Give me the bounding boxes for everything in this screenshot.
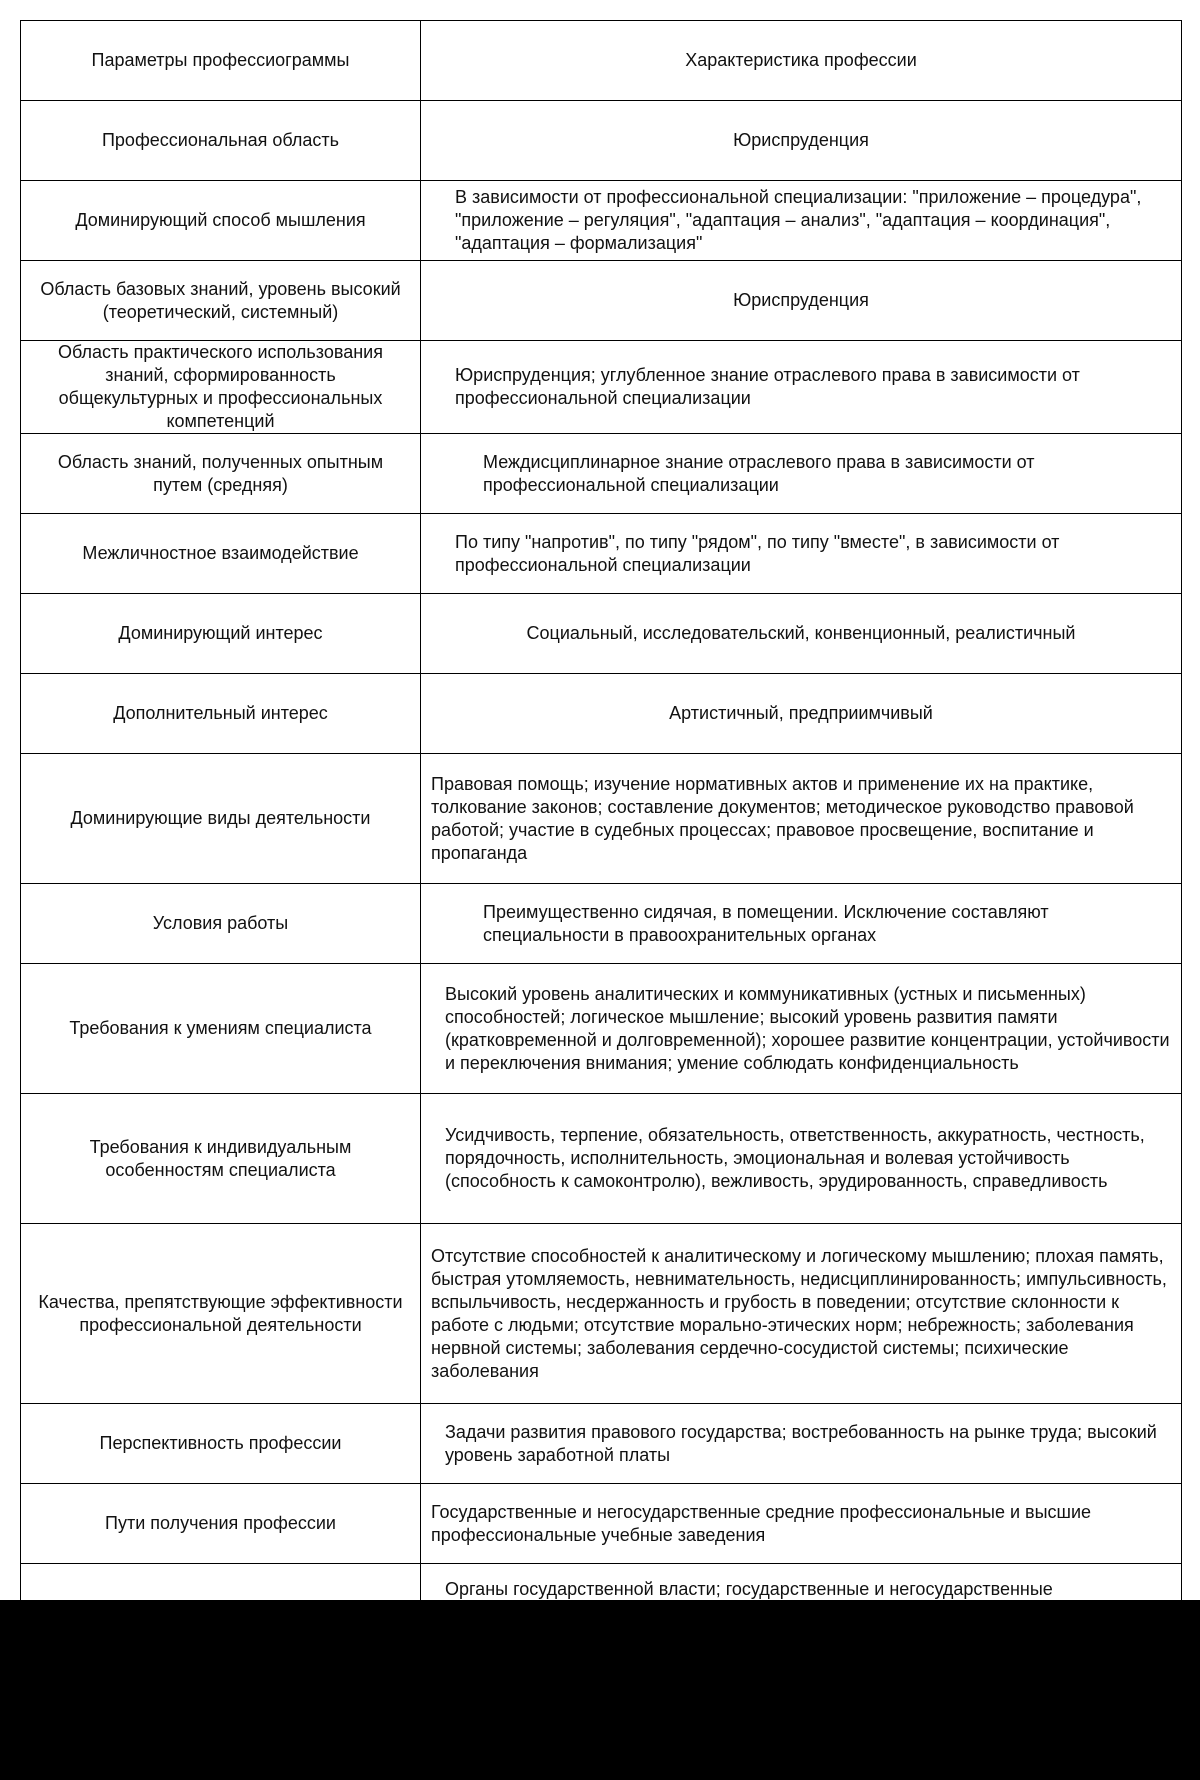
value-cell [421,1094,1182,1224]
value-text: Государственные и негосударственные средние профессиональные и высшие профессиональные учебные заведения [431,1501,1092,1545]
param-cell: Доминирующие виды деятельности [21,754,421,884]
value-text: В зависимости от профессиональной специализации: "приложение – процедура", "приложение – регуляция", "адаптация – анализ", "адаптация – координация", "адаптация – формализация" [455,187,1142,253]
param-cell: Условия работы [21,884,421,964]
value-cell [421,1404,1182,1484]
header-cell-characteristics: Характеристика профессии [421,21,1182,101]
table-row [21,1224,1182,1404]
param-cell: Дополнительный интерес [21,674,421,754]
value-cell [421,434,1182,514]
value-text: Правовая помощь; изучение нормативных актов и применение их на практике, толкование законов; составление документов; методическое руководство правовой работой; участие в судебных процессах; правовое просвещение, воспитание и пропаганда [431,773,1134,863]
value-cell [421,181,1182,261]
param-cell: Область практического использования знаний, сформированность общекультурных и профессиональных компетенций [21,341,421,434]
value-cell: Юриспруденция [421,101,1182,181]
table-row [21,341,1182,434]
value-cell [421,1224,1182,1404]
param-cell: Требования к умениям специалиста [21,964,421,1094]
value-cell [421,1484,1182,1564]
value-text: Задачи развития правового государства; востребованность на рынке труда; высокий уровень заработной платы [445,1421,1157,1465]
table-row [21,884,1182,964]
value-cell: Социальный, исследовательский, конвенционный, реалистичный [421,594,1182,674]
value-text: Усидчивость, терпение, обязательность, ответственность, аккуратность, честность, порядочность, исполнительность, эмоциональная и волевая устойчивость (способность к самоконтролю), вежливость, эрудированность, справедливость [445,1125,1145,1191]
value-text: По типу "напротив", по типу "рядом", по типу "вместе", в зависимости от профессиональной специализации [455,531,1060,575]
table-row [21,754,1182,884]
header-cell-parameters: Параметры профессиограммы [21,21,421,101]
value-text: Высокий уровень аналитических и коммуникативных (устных и письменных) способностей; логическое мышление; высокий уровень развития памяти (кратковременной и долговременной); хорошее развитие концентрации, устойчивости и переключения внимания; умение соблюдать конфиденциальность [445,983,1170,1073]
table-row [21,181,1182,261]
table-row [21,434,1182,514]
professiogram-table [20,20,1182,1674]
value-cell: Юриспруденция [421,261,1182,341]
param-cell: Профессиональная область [21,101,421,181]
table-row [21,514,1182,594]
table-row [21,1094,1182,1224]
black-overlay-bar [0,1600,1200,1780]
param-cell: Перспективность профессии [21,1404,421,1484]
value-cell [421,514,1182,594]
value-text: Органы государственной власти; государственные и негосударственные [445,1579,1053,1599]
param-cell: Область базовых знаний, уровень высокий (теоретический, системный) [21,261,421,341]
param-cell: Пути получения профессии [21,1484,421,1564]
table-row [21,1484,1182,1564]
table-row [21,674,1182,754]
param-cell: Требования к индивидуальным особенностям специалиста [21,1094,421,1224]
value-text: Междисциплинарное знание отраслевого права в зависимости от профессиональной специализации [483,451,1035,495]
table-row [21,261,1182,341]
table-row [21,594,1182,674]
table-row [21,1404,1182,1484]
param-cell: Межличностное взаимодействие [21,514,421,594]
param-cell: Качества, препятствующие эффективности профессиональной деятельности [21,1224,421,1404]
value-cell: Артистичный, предприимчивый [421,674,1182,754]
value-cell [421,884,1182,964]
value-cell [421,754,1182,884]
value-text: Юриспруденция; углубленное знание отраслевого права в зависимости от профессиональной специализации [455,365,1080,408]
value-cell [421,341,1182,434]
table-header-row [21,21,1182,101]
table-row [21,964,1182,1094]
table-row [21,101,1182,181]
param-cell: Область знаний, полученных опытным путем (средняя) [21,434,421,514]
value-text: Отсутствие способностей к аналитическому и логическому мышлению; плохая память, быстрая утомляемость, невнимательность, недисциплинированность; импульсивность, вспыльчивость, несдержанность и грубость в поведении; отсутствие склонности к работе с людьми; отсутствие морально-этических норм; небрежность; заболевания нервной системы; заболевания сердечно-сосудистой системы; психические заболевания [431,1245,1167,1381]
value-cell [421,964,1182,1094]
value-text: Преимущественно сидячая, в помещении. Исключение составляют специальности в правоохранительных органах [483,901,1049,945]
param-cell: Доминирующий способ мышления [21,181,421,261]
param-cell: Доминирующий интерес [21,594,421,674]
